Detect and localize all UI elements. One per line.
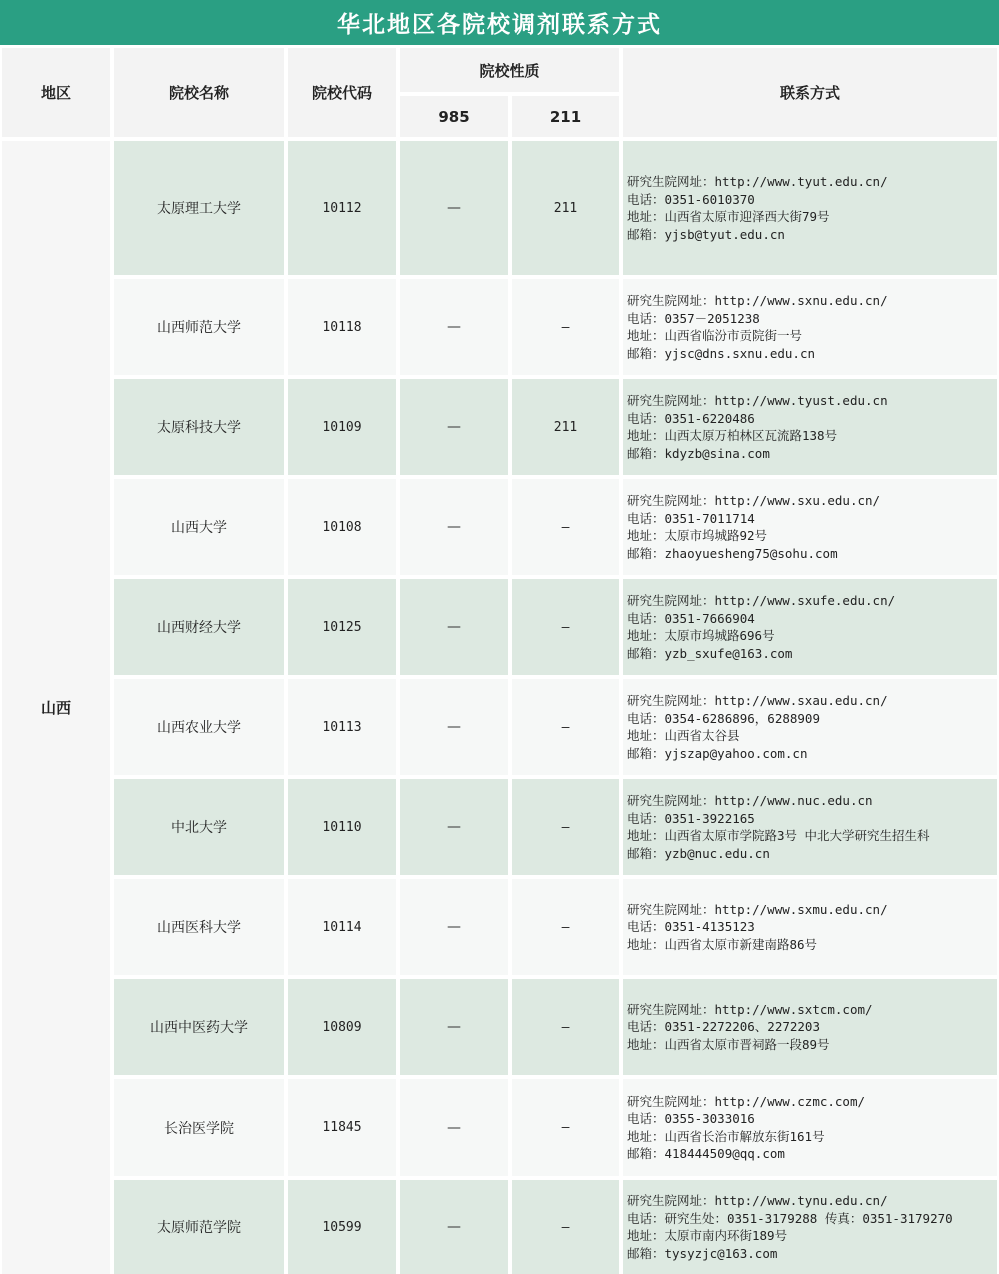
contact-line: 地址：山西省临汾市贡院街一号	[627, 328, 803, 343]
school-name: 山西医科大学	[114, 879, 284, 975]
contact-line: 研究生院网址：http://www.czmc.com/	[627, 1093, 866, 1109]
contact-line: 邮箱：zhaoyuesheng75@sohu.com	[627, 545, 838, 561]
is-985: —	[400, 879, 508, 975]
contact-line: 地址：太原市南内环街189号	[627, 1228, 788, 1243]
region-cell: 山西	[2, 141, 110, 1274]
school-code: 10809	[288, 979, 396, 1075]
contact-lines	[627, 792, 930, 862]
contact-line: 研究生院网址：http://www.nuc.edu.cn	[627, 793, 873, 808]
contact-line: 电话：0357－2051238	[627, 310, 760, 326]
contact-lines	[627, 592, 895, 662]
is-985: —	[400, 279, 508, 375]
header-school-code: 院校代码	[288, 48, 396, 137]
header-985: 985	[400, 96, 508, 137]
school-name: 中北大学	[114, 779, 284, 875]
school-name: 太原理工大学	[114, 141, 284, 275]
is-211: —	[512, 579, 619, 675]
contact-info	[623, 679, 997, 775]
contact-line: 地址：山西省太原市新建南路86号	[627, 936, 818, 952]
is-985: —	[400, 779, 508, 875]
is-985: —	[400, 141, 508, 275]
is-985: —	[400, 579, 508, 675]
header-school-nature: 院校性质	[400, 48, 619, 92]
contact-line: 电话：0355-3033016	[627, 1111, 755, 1126]
school-code: 10599	[288, 1180, 396, 1274]
contact-line: 邮箱：yjsb@tyut.edu.cn	[627, 226, 785, 242]
school-name: 山西财经大学	[114, 579, 284, 675]
contact-line: 邮箱：yzb@nuc.edu.cn	[627, 845, 770, 861]
contact-line: 电话：0351-2272206、2272203	[627, 1019, 820, 1035]
school-name: 长治医学院	[114, 1079, 284, 1176]
contact-lines	[627, 173, 888, 243]
school-code: 10109	[288, 379, 396, 475]
contact-line: 研究生院网址：http://www.sxufe.edu.cn/	[627, 593, 896, 608]
contact-lines	[627, 901, 888, 954]
school-code: 10125	[288, 579, 396, 675]
contact-line: 地址：山西太原万柏林区瓦流路138号	[627, 428, 838, 443]
school-code: 10108	[288, 479, 396, 575]
is-211: —	[512, 679, 619, 775]
contact-info	[623, 479, 997, 575]
contact-lines	[627, 492, 880, 562]
school-code: 10113	[288, 679, 396, 775]
header-contact: 联系方式	[623, 48, 997, 137]
contact-line: 研究生院网址：http://www.sxnu.edu.cn/	[627, 293, 888, 308]
contact-info	[623, 979, 997, 1075]
contact-line: 地址：山西省太谷县	[627, 728, 740, 743]
school-name: 太原师范学院	[114, 1180, 284, 1274]
contact-line: 研究生院网址：http://www.tynu.edu.cn/	[627, 1193, 888, 1208]
is-211: —	[512, 879, 619, 975]
is-211: —	[512, 979, 619, 1075]
contact-line: 邮箱：yjszap@yahoo.com.cn	[627, 745, 808, 761]
contact-lines	[627, 1093, 865, 1163]
contact-line: 电话：0351-4135123	[627, 919, 755, 935]
contact-info	[623, 1079, 997, 1176]
is-211: —	[512, 1180, 619, 1274]
contact-line: 邮箱：yjsc@dns.sxnu.edu.cn	[627, 345, 816, 361]
contact-line: 电话：研究生处：0351-3179288 传真：0351-3179270	[627, 1210, 953, 1226]
contact-lines	[627, 292, 888, 362]
is-985: —	[400, 479, 508, 575]
is-211: —	[512, 279, 619, 375]
contact-info	[623, 879, 997, 975]
header-211: 211	[512, 96, 619, 137]
is-985: —	[400, 979, 508, 1075]
contact-info	[623, 779, 997, 875]
contact-lines	[627, 392, 888, 462]
is-211: —	[512, 479, 619, 575]
page-title: 华北地区各院校调剂联系方式	[0, 0, 999, 45]
contact-line: 电话：0351-7011714	[627, 510, 755, 526]
contact-line: 研究生院网址：http://www.tyust.edu.cn	[627, 393, 888, 408]
contact-lines	[627, 1001, 873, 1054]
contact-line: 地址：山西省长治市解放东街161号	[627, 1128, 825, 1144]
is-211: —	[512, 1079, 619, 1176]
contact-line: 地址：太原市坞城路696号	[627, 628, 775, 643]
contact-line: 地址：山西省太原市迎泽西大街79号	[627, 209, 830, 224]
school-code: 10118	[288, 279, 396, 375]
contact-info	[623, 279, 997, 375]
school-code: 10112	[288, 141, 396, 275]
contact-info	[623, 1180, 997, 1274]
header-school-name: 院校名称	[114, 48, 284, 137]
contact-line: 邮箱：kdyzb@sina.com	[627, 445, 770, 461]
is-211: 211	[512, 379, 619, 475]
title-divider	[0, 45, 999, 47]
header-region: 地区	[2, 48, 110, 137]
contact-line: 电话：0354-6286896，6288909	[627, 710, 820, 726]
contact-line: 电话：0351-6220486	[627, 410, 755, 426]
contact-line: 研究生院网址：http://www.tyut.edu.cn/	[627, 174, 888, 189]
contact-lines	[627, 1192, 953, 1262]
is-985: —	[400, 1079, 508, 1176]
contact-line: 地址：太原市坞城路92号	[627, 528, 768, 543]
school-name: 山西农业大学	[114, 679, 284, 775]
school-name: 山西中医药大学	[114, 979, 284, 1075]
school-name: 太原科技大学	[114, 379, 284, 475]
contact-lines	[627, 692, 888, 762]
contact-info	[623, 379, 997, 475]
is-211: —	[512, 779, 619, 875]
school-code: 11845	[288, 1079, 396, 1176]
contact-line: 研究生院网址：http://www.sxmu.edu.cn/	[627, 901, 888, 917]
contact-line: 电话：0351-7666904	[627, 610, 755, 626]
contact-line: 电话：0351-3922165	[627, 810, 755, 826]
contact-line: 邮箱：418444509@qq.com	[627, 1146, 785, 1161]
school-name: 山西大学	[114, 479, 284, 575]
is-985: —	[400, 379, 508, 475]
is-985: —	[400, 1180, 508, 1274]
contact-info	[623, 141, 997, 275]
contact-info	[623, 579, 997, 675]
school-code: 10114	[288, 879, 396, 975]
contact-line: 电话：0351-6010370	[627, 191, 755, 207]
contact-line: 邮箱：tysyzjc@163.com	[627, 1245, 778, 1261]
school-code: 10110	[288, 779, 396, 875]
school-name: 山西师范大学	[114, 279, 284, 375]
is-211: 211	[512, 141, 619, 275]
contact-line: 研究生院网址：http://www.sxu.edu.cn/	[627, 493, 881, 508]
is-985: —	[400, 679, 508, 775]
contact-line: 地址：山西省太原市学院路3号 中北大学研究生招生科	[627, 828, 930, 843]
contact-line: 地址：山西省太原市晋祠路一段89号	[627, 1036, 830, 1052]
contact-line: 邮箱：yzb_sxufe@163.com	[627, 645, 793, 661]
contact-line: 研究生院网址：http://www.sxau.edu.cn/	[627, 693, 888, 708]
contact-line: 研究生院网址：http://www.sxtcm.com/	[627, 1001, 873, 1017]
